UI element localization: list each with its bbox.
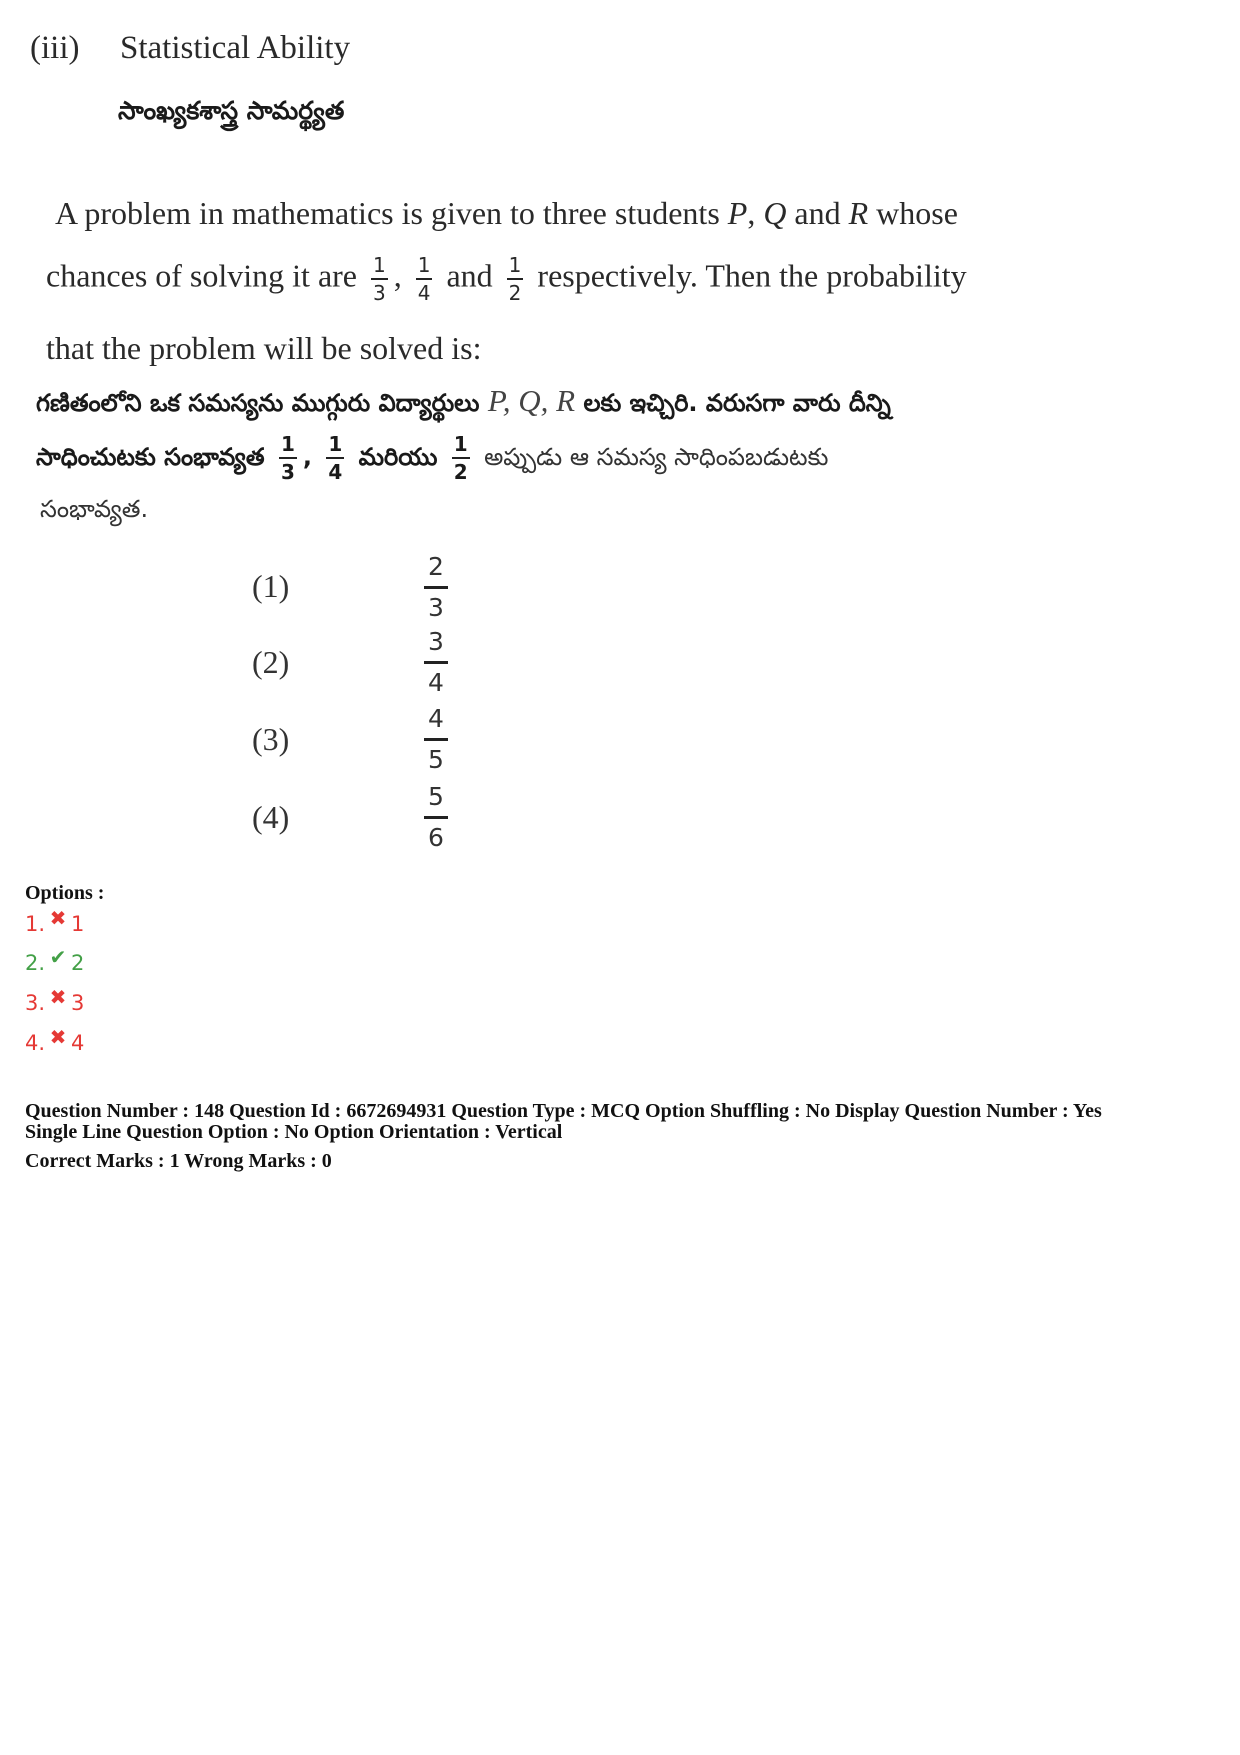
fraction-one-third: $\frac{1}{3}$ <box>373 253 386 305</box>
question-meta-line-3: Correct Marks : 1 Wrong Marks : 0 <box>25 1150 332 1172</box>
question-line-2: chances of solving it are $\frac{1}{3}$ , $\frac{1}{4}$ and $\frac{1}{2}$ respectively. Then the probability <box>46 253 967 305</box>
telugu-fraction-one-fourth: $\frac{1}{4}$ <box>328 432 343 484</box>
question-line-3: that the problem will be solved is: <box>46 330 482 366</box>
answer-fraction-1: $\frac{2}{3}$ <box>424 552 448 623</box>
fraction-one-fourth: $\frac{1}{4}$ <box>417 253 431 305</box>
question-telugu-line-2: సాధించుటకు సంభావ్యత $\frac{1}{3}$ , $\frac{1}{4}$ మరియు $\frac{1}{2}$ అప్పుడు ఆ సమస్య సాధింపబడుటకు <box>36 432 829 484</box>
question-meta-line-2: Single Line Question Option : No Option Orientation : Vertical <box>25 1121 563 1143</box>
answer-label-1: (1) <box>252 568 290 604</box>
check-icon: ✔ <box>49 945 67 969</box>
telugu-fraction-one-third: $\frac{1}{3}$ <box>280 432 295 484</box>
answer-label-2: (2) <box>252 644 290 680</box>
question-telugu-line-3: సంభావ్యత. <box>40 495 149 523</box>
answer-fraction-2: $\frac{3}{4}$ <box>424 627 448 698</box>
option-row-1: 1. ✖ 1 <box>25 906 85 936</box>
cross-icon: ✖ <box>49 985 67 1009</box>
answer-label-4: (4) <box>252 799 290 835</box>
cross-icon: ✖ <box>49 1025 67 1049</box>
option-row-4: 4. ✖ 4 <box>25 1025 85 1055</box>
section-title-telugu: సాంఖ్యకశాస్త్ర సామర్థ్యత <box>118 96 345 125</box>
answer-label-3: (3) <box>252 721 290 757</box>
question-telugu-line-1: గణితంలోని ఒక సమస్యను ముగ్గురు విద్యార్థులు P, Q, R లకు ఇచ్చిరి. వరుసగా వారు దీన్ని <box>36 383 891 418</box>
telugu-fraction-one-half: $\frac{1}{2}$ <box>453 432 468 484</box>
option-row-3: 3. ✖ 3 <box>25 985 85 1015</box>
question-meta-line-1: Question Number : 148 Question Id : 6672694931 Question Type : MCQ Option Shuffling : No Display Question Number : Yes <box>25 1100 1102 1122</box>
option-row-2: 2. ✔ 2 <box>25 945 85 975</box>
question-line-1: A problem in mathematics is given to three students P, Q and R whose <box>55 195 958 231</box>
section-number: (iii) <box>30 30 80 66</box>
options-heading: Options : <box>25 882 105 904</box>
section-title: Statistical Ability <box>120 30 351 66</box>
answer-fraction-3: $\frac{4}{5}$ <box>424 704 448 775</box>
fraction-one-half: $\frac{1}{2}$ <box>508 253 522 305</box>
cross-icon: ✖ <box>49 906 67 930</box>
answer-fraction-4: $\frac{5}{6}$ <box>424 782 448 853</box>
